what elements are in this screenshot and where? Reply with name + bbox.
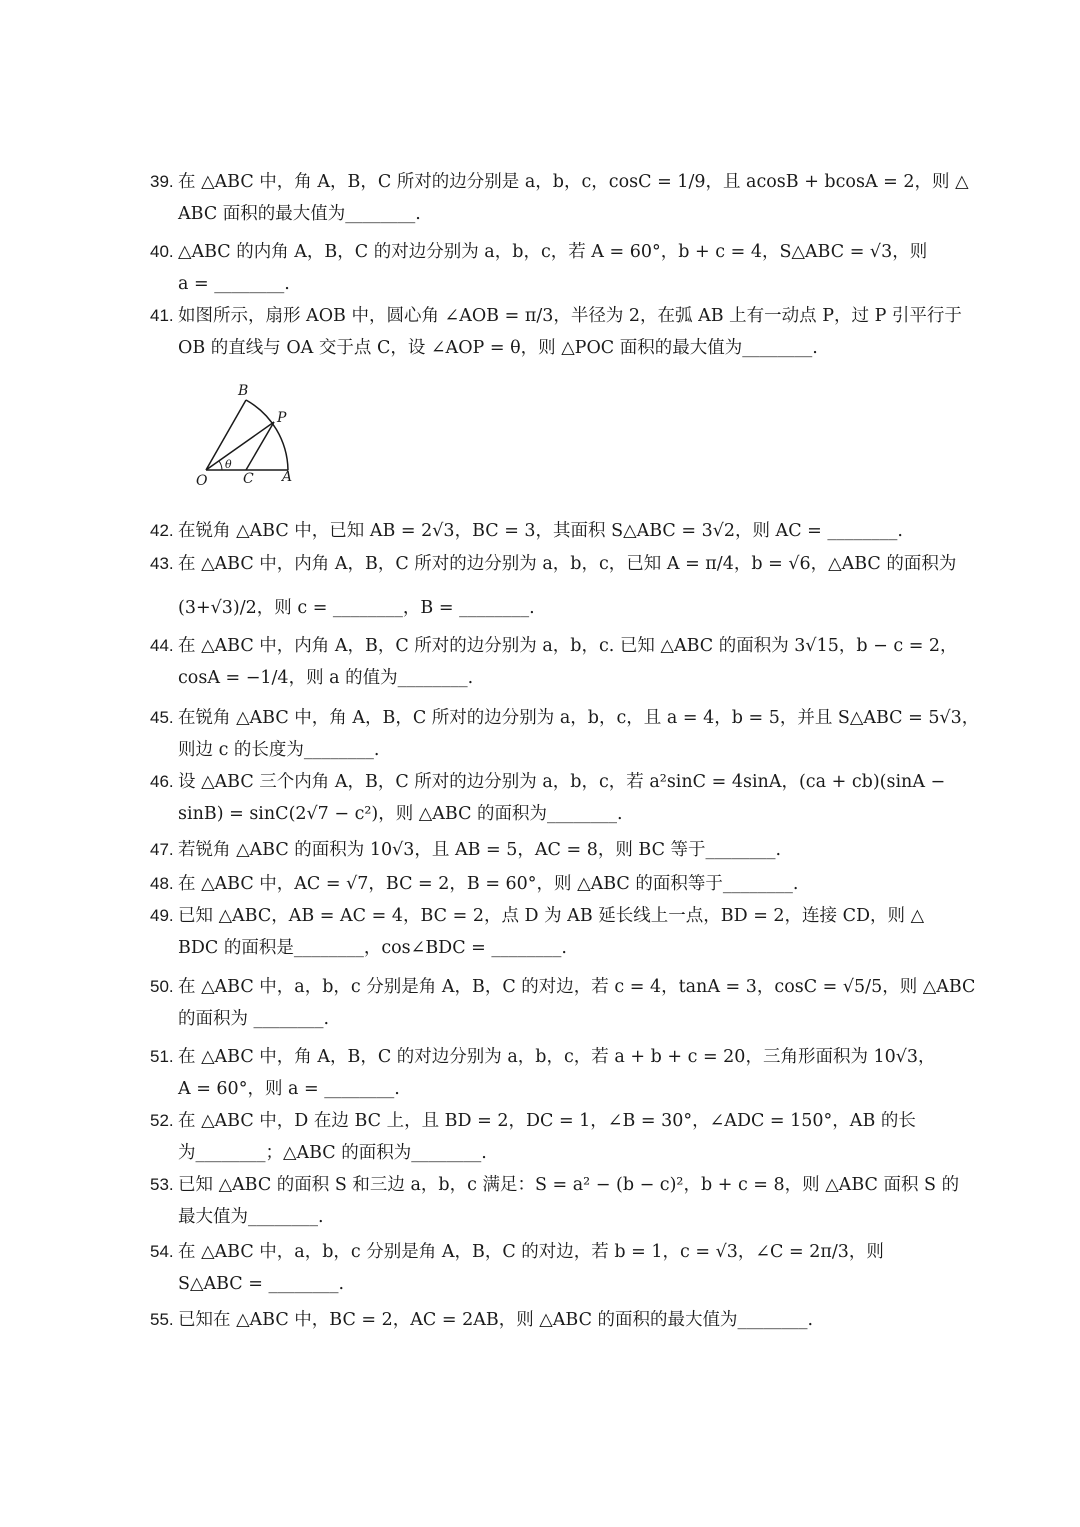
- question-39: [150, 166, 969, 230]
- question-47: [150, 834, 960, 866]
- question-text-line: 在 △ABC 中，AC = √7，BC = 2，B = 60°，则 △ABC 的面积等于________.: [178, 874, 799, 894]
- question-text-line: BDC 的面积是________，cos∠BDC = ________.: [178, 938, 567, 958]
- question-number: 54.: [150, 1242, 174, 1261]
- question-text-line: 在 △ABC 中，内角 A，B，C 所对的边分别为 a，b，c，已知 A = π/4，b = √6，△ABC 的面积为: [178, 554, 957, 574]
- question-text-line: △ABC 的内角 A，B，C 的对边分别为 a，b，c，若 A = 60°，b + c = 4，S△ABC = √3，则: [178, 242, 928, 262]
- question-text-line: 则边 c 的长度为________.: [178, 740, 380, 760]
- question-text-line: 如图所示，扇形 AOB 中，圆心角 ∠AOB = π/3，半径为 2，在弧 AB 上有一动点 P，过 P 引平行于: [178, 306, 962, 326]
- question-number: 49.: [150, 906, 174, 925]
- question-text-line: A = 60°，则 a = ________.: [178, 1079, 400, 1099]
- question-46: [150, 766, 960, 830]
- question-52: [150, 1105, 960, 1169]
- question-number: 40.: [150, 242, 174, 261]
- label-theta: θ: [225, 458, 232, 471]
- question-text-line: 在 △ABC 中，角 A，B，C 的对边分别为 a，b，c，若 a + b + c = 20，三角形面积为 10√3，: [178, 1047, 936, 1067]
- question-text-line: 设 △ABC 三个内角 A，B，C 所对的边分别为 a，b，c，若 a²sinC = 4sinA，(ca + cb)(sinA −: [178, 772, 946, 792]
- question-text-line: 已知在 △ABC 中，BC = 2，AC = 2AB，则 △ABC 的面积的最大值为________.: [178, 1310, 814, 1330]
- question-text-line: (3+√3)/2，则 c = ________，B = ________.: [178, 598, 535, 618]
- question-text-line: 在 △ABC 中，D 在边 BC 上，且 BD = 2，DC = 1，∠B = 30°，∠ADC = 150°，AB 的长: [178, 1111, 916, 1131]
- question-text-line: 在 △ABC 中，内角 A，B，C 所对的边分别为 a，b，c. 已知 △ABC 的面积为 3√15，b − c = 2，: [178, 636, 958, 656]
- question-45: [150, 702, 980, 766]
- question-48: [150, 868, 960, 900]
- label-a: A: [282, 469, 293, 485]
- question-text-line: ABC 面积的最大值为________.: [178, 204, 421, 224]
- question-54: [150, 1236, 960, 1300]
- question-text-line: 在 △ABC 中，角 A，B，C 所对的边分别是 a，b，c，cosC = 1/9，且 acosB + bcosA = 2，则 △: [178, 172, 969, 192]
- question-number: 55.: [150, 1310, 174, 1329]
- question-number: 48.: [150, 874, 174, 893]
- label-b: B: [238, 383, 249, 399]
- angle-theta-arc: [219, 461, 222, 470]
- question-text-line: 在锐角 △ABC 中，已知 AB = 2√3，BC = 3，其面积 S△ABC = 3√2，则 AC = ________.: [178, 521, 903, 541]
- question-49: [150, 900, 960, 964]
- question-number: 50.: [150, 977, 174, 996]
- question-42: [150, 515, 960, 547]
- segment-pc: [246, 422, 274, 470]
- question-text-line: 在锐角 △ABC 中，角 A，B，C 所对的边分别为 a，b，c，且 a = 4，b = 5，并且 S△ABC = 5√3，: [178, 708, 980, 728]
- question-text-line: 的面积为 ________.: [178, 1009, 330, 1029]
- label-o: O: [196, 473, 208, 489]
- question-number: 47.: [150, 840, 174, 859]
- label-p: P: [277, 410, 287, 426]
- question-44: [150, 630, 960, 694]
- question-text-line: cosA = −1/4，则 a 的值为________.: [178, 668, 474, 688]
- question-number: 43.: [150, 554, 174, 573]
- sector-diagram: [188, 380, 308, 490]
- question-text-line: 最大值为________.: [178, 1207, 324, 1227]
- question-text-line: 已知 △ABC 的面积 S 和三边 a，b，c 满足：S = a² − (b − c)²，b + c = 8，则 △ABC 面积 S 的: [178, 1175, 960, 1195]
- question-text-line: OB 的直线与 OA 交于点 C，设 ∠AOP = θ，则 △POC 面积的最大值为________.: [178, 338, 818, 358]
- question-40: [150, 236, 960, 300]
- question-text-line: sinB) = sinC(2√7 − c²)，则 △ABC 的面积为________.: [178, 804, 623, 824]
- question-53: [150, 1169, 960, 1233]
- question-number: 53.: [150, 1175, 174, 1194]
- question-50: [150, 971, 976, 1035]
- question-text-line: 为________；△ABC 的面积为________.: [178, 1143, 487, 1163]
- question-number: 52.: [150, 1111, 174, 1130]
- question-51: [150, 1041, 960, 1105]
- question-number: 41.: [150, 306, 174, 325]
- label-c: C: [243, 471, 254, 487]
- question-41: [150, 300, 960, 364]
- question-55: [150, 1304, 960, 1336]
- segment-op: [206, 422, 274, 470]
- question-43: [150, 548, 960, 624]
- question-text-line: a = ________.: [178, 274, 290, 294]
- question-number: 46.: [150, 772, 174, 791]
- question-number: 51.: [150, 1047, 174, 1066]
- question-text-line: S△ABC = ________.: [178, 1274, 345, 1294]
- question-text-line: 在 △ABC 中，a，b，c 分别是角 A，B，C 的对边，若 c = 4，tanA = 3，cosC = √5/5，则 △ABC: [178, 977, 976, 997]
- sector-figure: [188, 380, 308, 490]
- question-number: 45.: [150, 708, 174, 727]
- question-number: 42.: [150, 521, 174, 540]
- question-text-line: 已知 △ABC，AB = AC = 4，BC = 2，点 D 为 AB 延长线上一点，BD = 2，连接 CD，则 △: [178, 906, 925, 926]
- question-number: 44.: [150, 636, 174, 655]
- question-text-line: 在 △ABC 中，a，b，c 分别是角 A，B，C 的对边，若 b = 1，c = √3，∠C = 2π/3，则: [178, 1242, 884, 1262]
- question-number: 39.: [150, 172, 174, 191]
- question-text-line: 若锐角 △ABC 的面积为 10√3，且 AB = 5，AC = 8，则 BC 等于________.: [178, 840, 782, 860]
